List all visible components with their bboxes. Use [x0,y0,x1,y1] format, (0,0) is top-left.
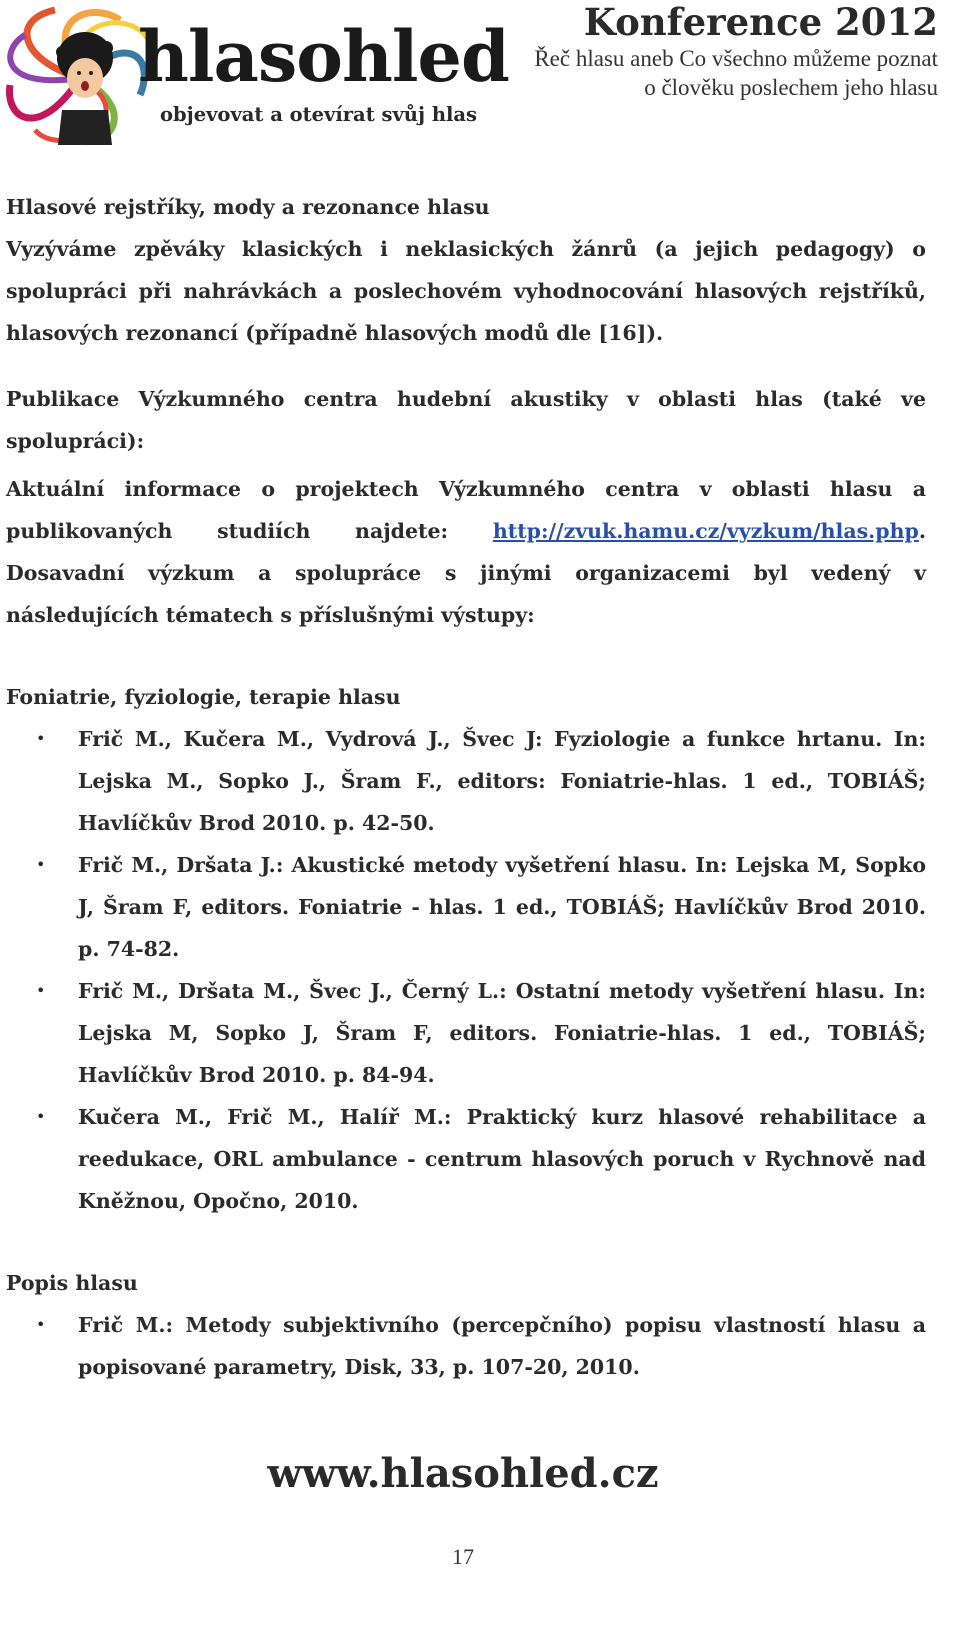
publications-intro: Publikace Výzkumného centra hudební akustiky v oblasti hlas (také ve spolupráci): [6,387,926,453]
section-heading-registers: Hlasové rejstříky, mody a rezonance hlasu [6,195,490,219]
logo-tagline: objevovat a otevírat svůj hlas [160,103,478,126]
bullet-icon: • [36,1315,46,1334]
reference-text: Frič M., Kučera M., Vydrová J., Švec J: Fyziologie a funkce hrtanu. In: Lejska M., Sopko J., Šram F., editors: Foniatrie-hlas. 1 ed., TOBIÁŠ; Havlíčkův Brod 2010. p. 42-50. [78,727,926,835]
list-item [6,844,926,970]
page-content [6,186,926,1388]
publications-info-continued: . Dosavadní výzkum a spolupráce s jinými organizacemi byl vedený v následujících tématech s příslušnými výstupy: [6,519,927,627]
conference-title: Konference 2012 [583,0,938,44]
list-item [6,970,926,1096]
hlasohled-logo [0,0,509,155]
page-number: 17 [452,1544,474,1569]
logo-wordmark: hlasohled [138,15,509,98]
reference-text: Frič M.: Metody subjektivního (percepčního) popisu vlastností hlasu a popisované parametry, Disk, 33, p. 107-20, 2010. [78,1313,926,1379]
website-url[interactable]: www.hlasohled.cz [267,1450,659,1497]
bullet-icon: • [36,729,46,748]
section-heading-foniatrie: Foniatrie, fyziologie, terapie hlasu [6,685,401,709]
bullet-icon: • [36,981,46,1000]
publications-info [6,468,926,636]
list-item [6,1304,926,1388]
publications-info-text: Aktuální informace o projektech Výzkumného centra v oblasti hlasu a publikovaných studiích najdete: [6,477,926,543]
popis-reference-list [6,1304,926,1388]
bullet-icon: • [36,1107,46,1126]
list-item [6,718,926,844]
section-heading-popis: Popis hlasu [6,1271,138,1295]
reference-text: Frič M., Dršata M., Švec J., Černý L.: Ostatní metody vyšetření hlasu. In: Lejska M, Sopko J, Šram F, editors. Foniatrie-hlas. 1 ed., TOBIÁŠ; Havlíčkův Brod 2010. p. 84-94. [78,979,926,1087]
conference-subtitle: Řeč hlasu aneb Co všechno můžeme poznat o člověku poslechem jeho hlasu [534,46,938,100]
logo-swirl-graphic [0,0,160,155]
foniatrie-reference-list [6,718,926,1222]
research-center-link[interactable]: http://zvuk.hamu.cz/vyzkum/hlas.php [492,519,919,543]
call-for-singers-text: Vyzýváme zpěváky klasických i neklasických žánrů (a jejich pedagogy) o spolupráci při nahrávkách a poslechovém vyhodnocování hlasových rejstříků, hlasových rezonancí (případně hlasových modů dle [16]). [6,237,926,345]
reference-text: Frič M., Dršata J.: Akustické metody vyšetření hlasu. In: Lejska M, Sopko J, Šram F, editors. Foniatrie - hlas. 1 ed., TOBIÁŠ; Havlíčkův Brod 2010. p. 74-82. [78,853,926,961]
list-item [6,1096,926,1222]
reference-text: Kučera M., Frič M., Halíř M.: Praktický kurz hlasové rehabilitace a reedukace, ORL ambulance - centrum hlasových poruch v Rychnově nad Kněžnou, Opočno, 2010. [78,1105,926,1213]
bullet-icon: • [36,855,46,874]
